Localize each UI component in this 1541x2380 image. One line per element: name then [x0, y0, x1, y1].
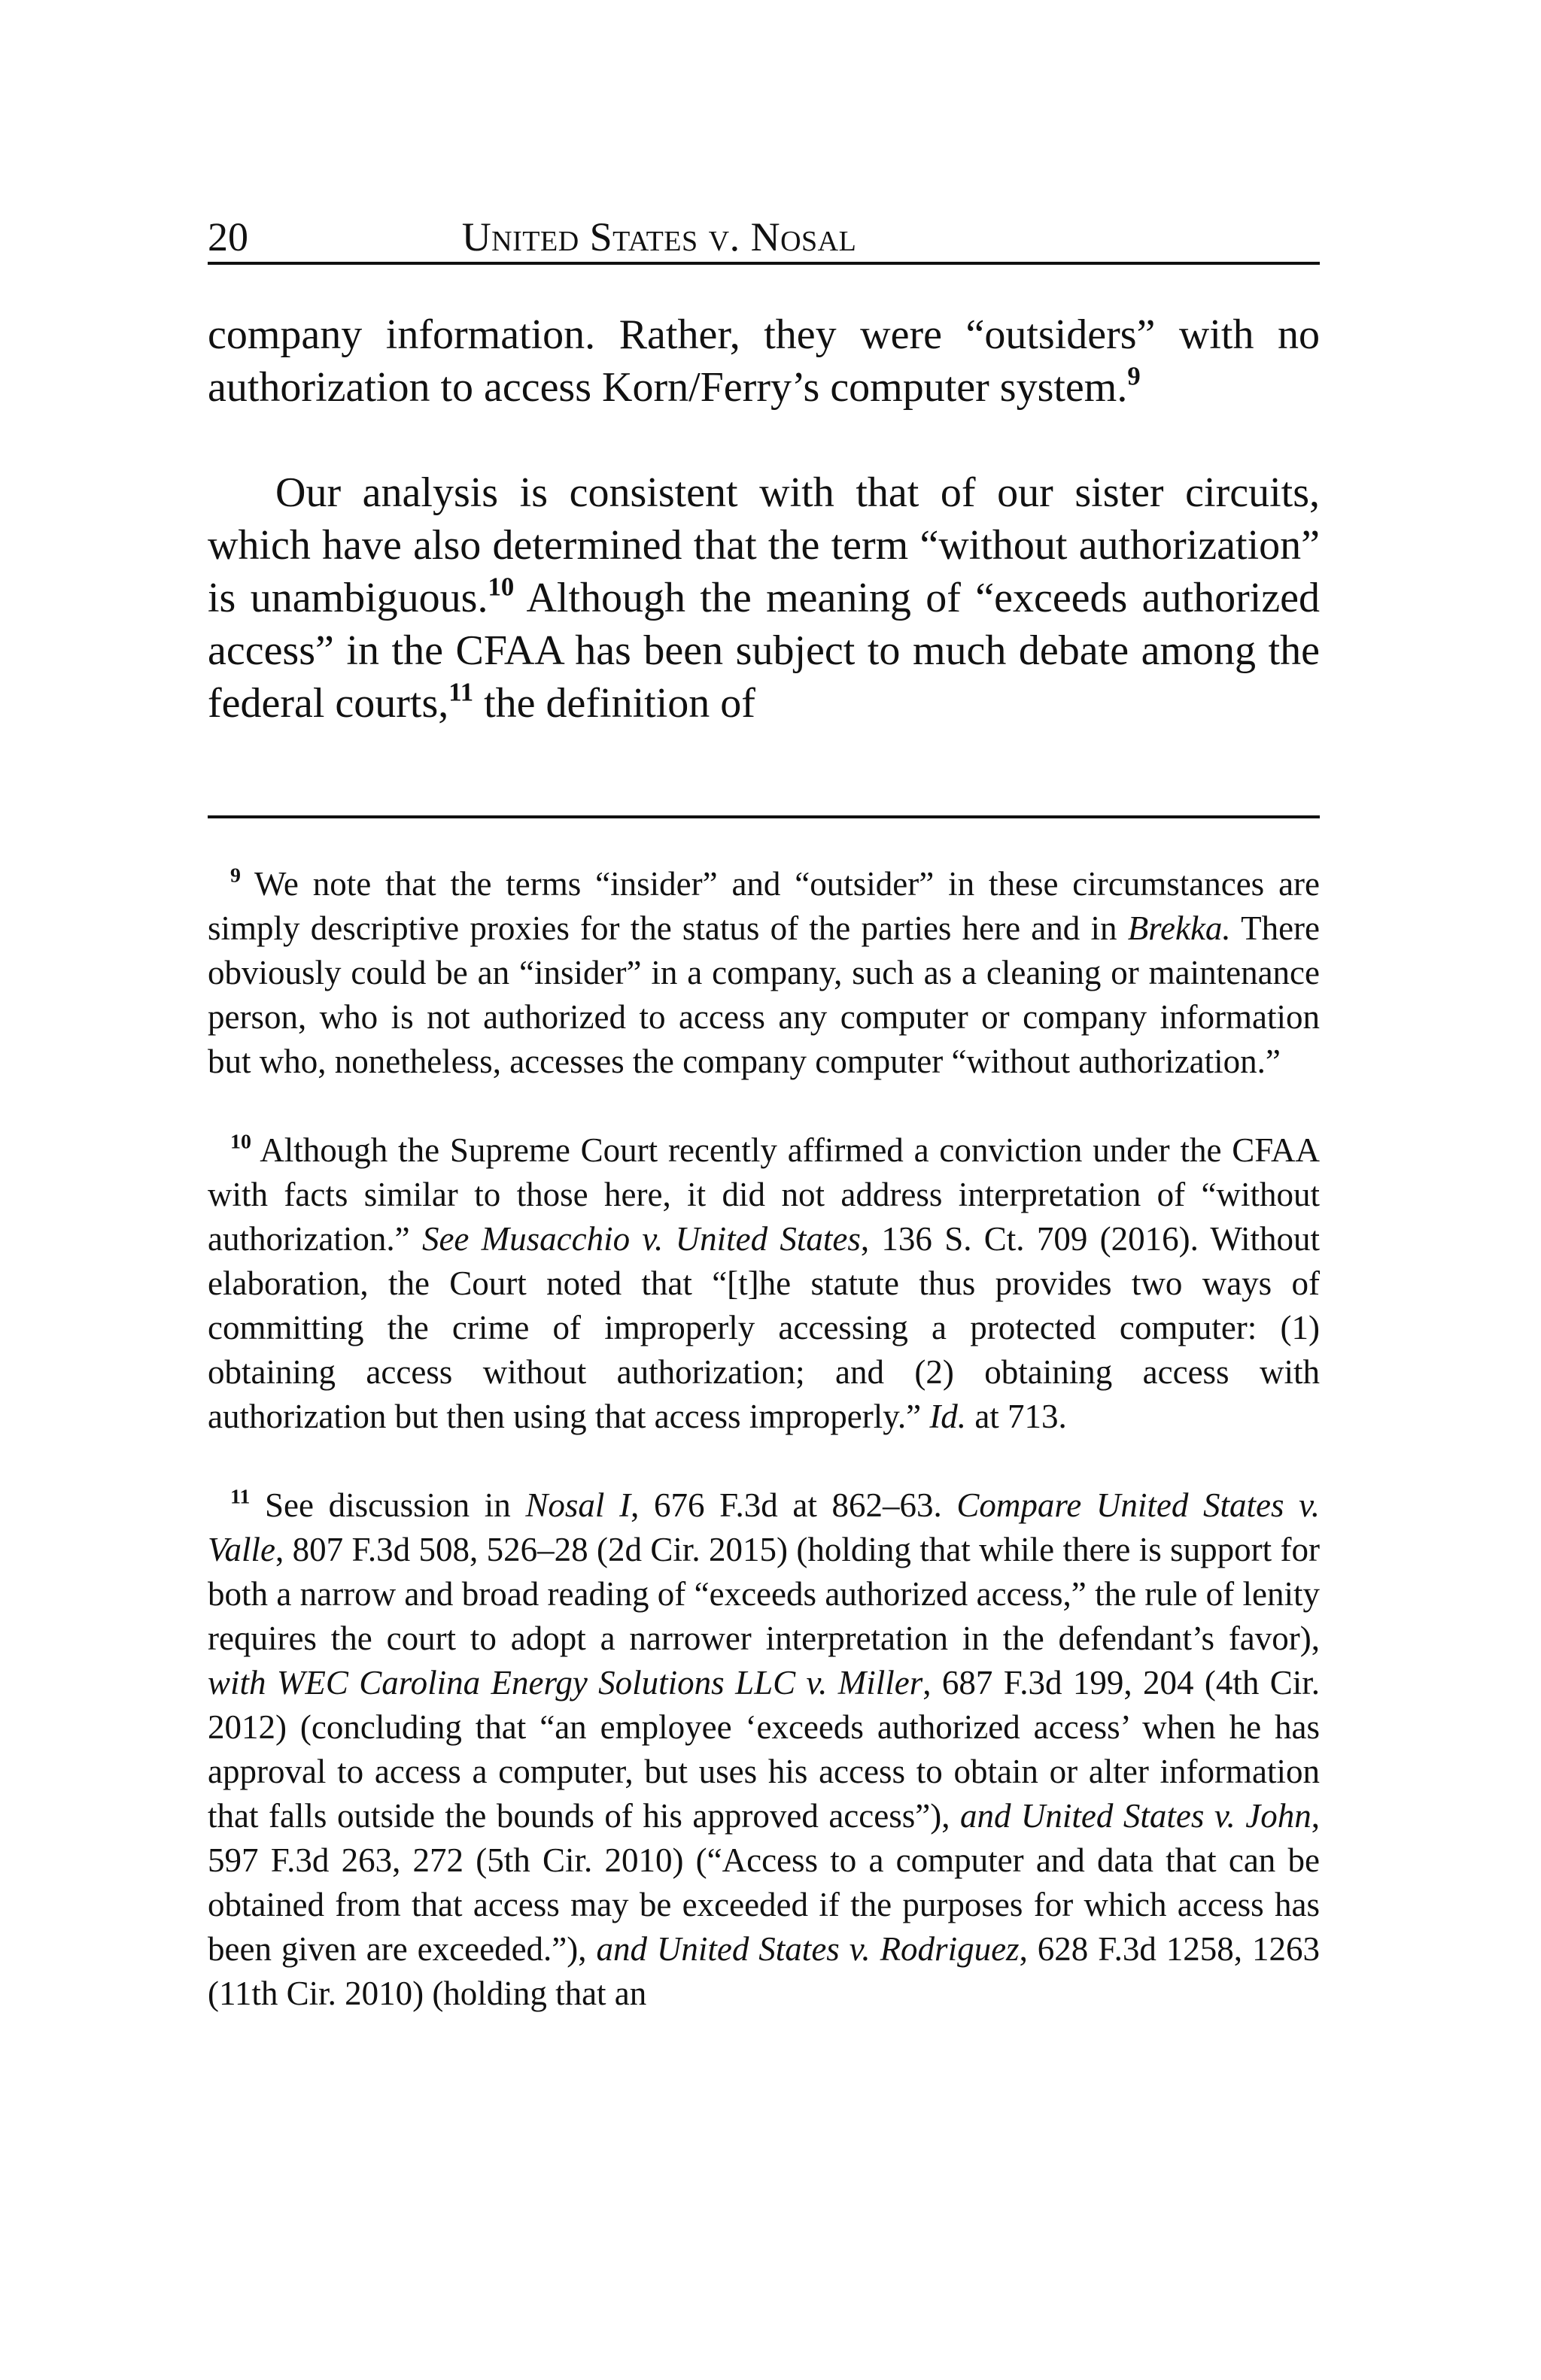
case-name-italic: Nosal I — [525, 1486, 631, 1524]
page-header — [208, 212, 1320, 262]
footnote-text: , 807 F.3d 508, 526–28 (2d Cir. 2015) (holding that while there is support for both a narrow and broad reading of “exceeds authorized access,” the rule of lenity requires the court to adopt a narrower interpretation in the defendant’s favor), — [208, 1531, 1320, 1657]
case-name-italic: and United States v. Rodriguez — [596, 1930, 1020, 1968]
footnote-10 — [208, 1128, 1320, 1439]
case-name-italic: See Musacchio v. United States — [421, 1220, 861, 1258]
citation-italic: Id. — [929, 1398, 967, 1435]
paragraph-1 — [208, 308, 1320, 414]
footnote-text: , 687 F.3d 199, 204 (4th Cir. 2012) (concluding that “an employee ‘exceeds authorized access’ when he has approval to access a computer, but uses his access to obtain or alter information that falls outside the bounds of his approved access”), — [208, 1664, 1320, 1835]
footnote-ref-11[interactable]: 11 — [448, 677, 474, 707]
paragraph-2-text-b: Although the meaning of “exceeds authorized access” in the CFAA has been subject to much debate among the federal courts, — [208, 575, 1320, 727]
paragraph-2-text-a: Our analysis is consistent with that of our sister circuits, which have also determined that the term “without authorization” is unambiguous. — [208, 469, 1320, 621]
footnote-text: , 628 F.3d 1258, 1263 (11th Cir. 2010) (holding that an — [208, 1930, 1320, 2012]
footnote-text: See discussion in — [250, 1486, 526, 1524]
footnote-text: , 676 F.3d at 862–63. — [631, 1486, 957, 1524]
page-number: 20 — [208, 214, 248, 260]
case-name-italic: and United States v. John — [959, 1797, 1312, 1835]
footnote-marker: 11 — [230, 1485, 251, 1509]
paragraph-2 — [208, 466, 1320, 730]
footnotes — [208, 862, 1320, 2016]
footnote-marker: 10 — [230, 1130, 251, 1154]
paragraph-2-text-c: the definition of — [473, 680, 755, 727]
footnote-text: , 136 S. Ct. 709 (2016). Without elaboration, the Court noted that “[t]he statute thus provides two ways of committing the crime of improperly accessing a protected computer: (1) obtaining access without authorization; and (2) obtaining access with authorization but then using that access improperly.” — [208, 1220, 1320, 1435]
case-name-italic: with WEC Carolina Energy Solutions LLC v. Miller — [208, 1664, 923, 1702]
footnote-text: at 713. — [966, 1398, 1067, 1435]
footnote-text: There obviously could be an “insider” in a company, such as a cleaning or maintenance person, who is not authorized to access any computer or company information but who, nonetheless, accesses the company computer “without authorization.” — [208, 909, 1321, 1080]
footnote-text: , 597 F.3d 263, 272 (5th Cir. 2010) (“Access to a computer and data that can be obtained from that access may be exceeded if the purposes for which access has been given are exceeded.”), — [208, 1797, 1320, 1968]
case-name-italic: Brekka. — [1127, 909, 1231, 947]
footnote-text: Although the Supreme Court recently affirmed a conviction under the CFAA with facts similar to those here, it did not address interpretation of “without authorization.” — [208, 1131, 1320, 1258]
footnote-marker: 9 — [230, 864, 241, 888]
footnote-9 — [208, 862, 1320, 1084]
header-rule — [208, 262, 1320, 265]
case-name-italic: Compare United States v. Valle — [208, 1486, 1320, 1568]
footnote-ref-9[interactable]: 9 — [1127, 361, 1141, 391]
main-text — [208, 308, 1320, 730]
footnote-ref-10[interactable]: 10 — [488, 572, 515, 602]
footnote-text: We note that the terms “insider” and “outsider” in these circumstances are simply descriptive proxies for the status of the parties here and in — [208, 865, 1320, 947]
running-head: United States v. Nosal — [461, 214, 857, 260]
footnote-11 — [208, 1483, 1320, 2016]
footnote-separator — [208, 815, 1320, 818]
paragraph-1-text: company information. Rather, they were “outsiders” with no authorization to access Korn/Ferry’s computer system. — [208, 311, 1320, 411]
